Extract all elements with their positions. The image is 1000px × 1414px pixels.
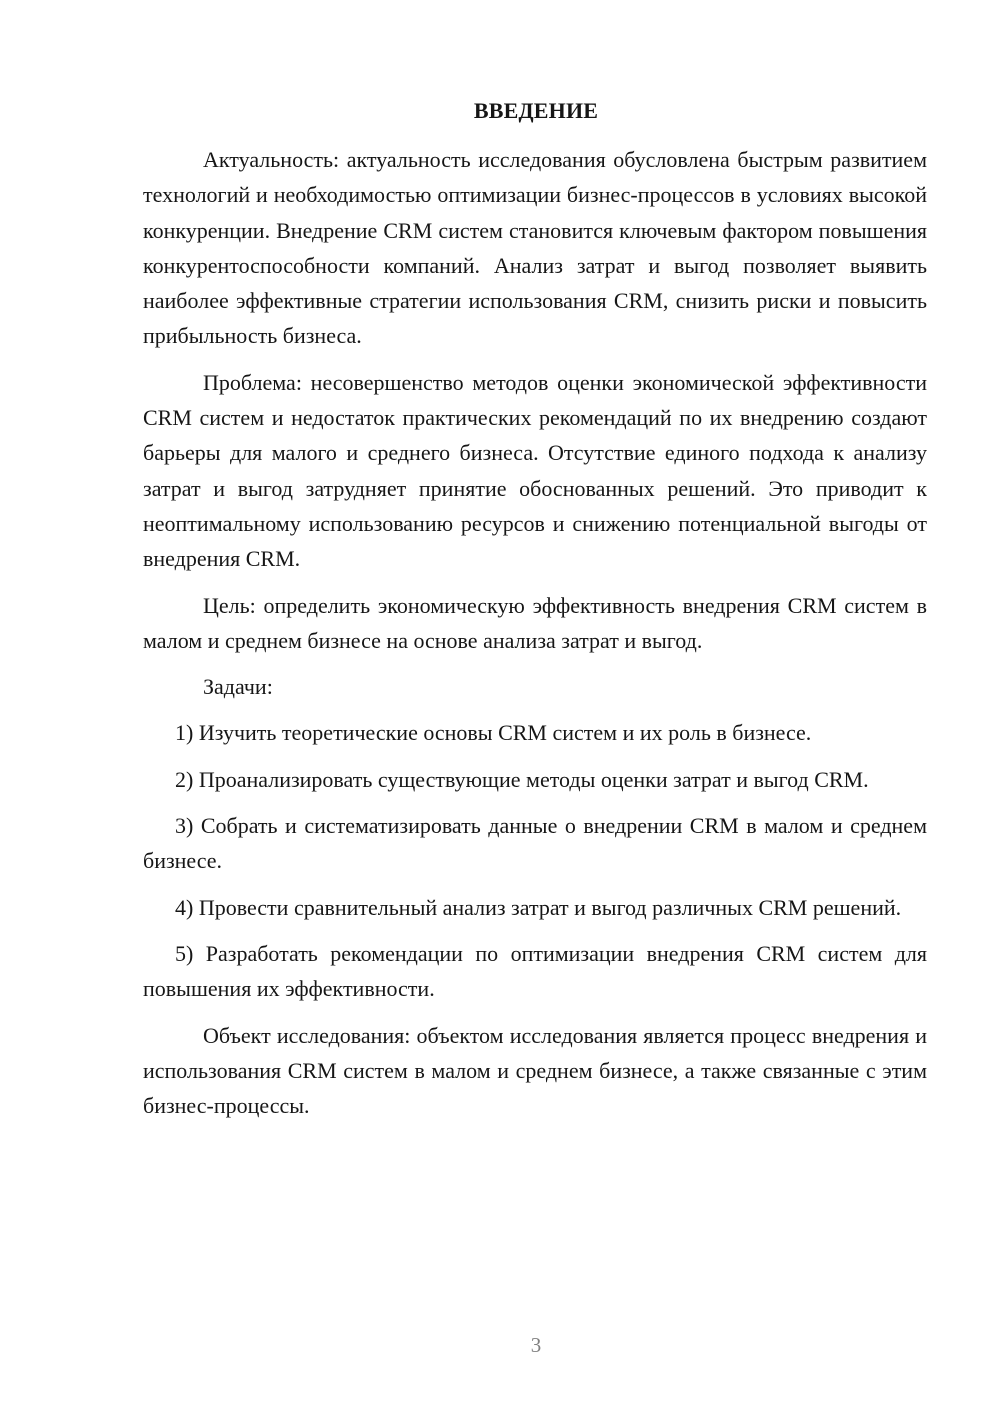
tasks-heading: Задачи: bbox=[203, 674, 273, 700]
section-heading: ВВЕДЕНИЕ bbox=[473, 98, 599, 123]
paragraph-relevance: Актуальность: актуальность исследования обусловлена быстрым развитием технологий и необходимостью оптимизации бизнес-процессов в условиях высокой конкуренции. Внедрение CRM систем становится ключевым фактором повышения конкурентоспособности компаний. Анализ затрат и выгод позволяет выявить наиболее эффективные стратегии использования CRM, снизить риски и повысить прибыльность бизнеса. bbox=[143, 147, 927, 349]
task-item: 5) Разработать рекомендации по оптимизации внедрения CRM систем для повышения их эффективности. bbox=[143, 940, 927, 1002]
task-item: 4) Провести сравнительный анализ затрат и выгод различных CRM решений. bbox=[175, 894, 902, 920]
task-item: 1) Изучить теоретические основы CRM систем и их роль в бизнесе. bbox=[175, 720, 812, 746]
paragraph-problem: Проблема: несовершенство методов оценки экономической эффективности CRM систем и недостаток практических рекомендаций по их внедрению создают барьеры для малого и среднего бизнеса. Отсутствие единого подхода к анализу затрат и выгод затрудняет принятие обоснованных решений. Это приводит к неоптимальному использованию ресурсов и снижению потенциальной выгоды от внедрения CRM. bbox=[143, 369, 927, 572]
document-body bbox=[143, 142, 927, 1123]
paragraph-object: Объект исследования: объектом исследования является процесс внедрения и использования CRM систем в малом и среднем бизнесе, а также связанные с этим бизнес-процессы. bbox=[143, 1022, 927, 1119]
paragraph-goal: Цель: определить экономическую эффективность внедрения CRM систем в малом и среднем бизнесе на основе анализа затрат и выгод. bbox=[143, 592, 927, 653]
task-item: 3) Собрать и систематизировать данные о внедрении CRM в малом и среднем бизнесе. bbox=[143, 813, 927, 874]
tasks-list bbox=[143, 715, 927, 1006]
task-item: 2) Проанализировать существующие методы оценки затрат и выгод CRM. bbox=[175, 766, 869, 792]
page-number: 3 bbox=[530, 1333, 542, 1357]
